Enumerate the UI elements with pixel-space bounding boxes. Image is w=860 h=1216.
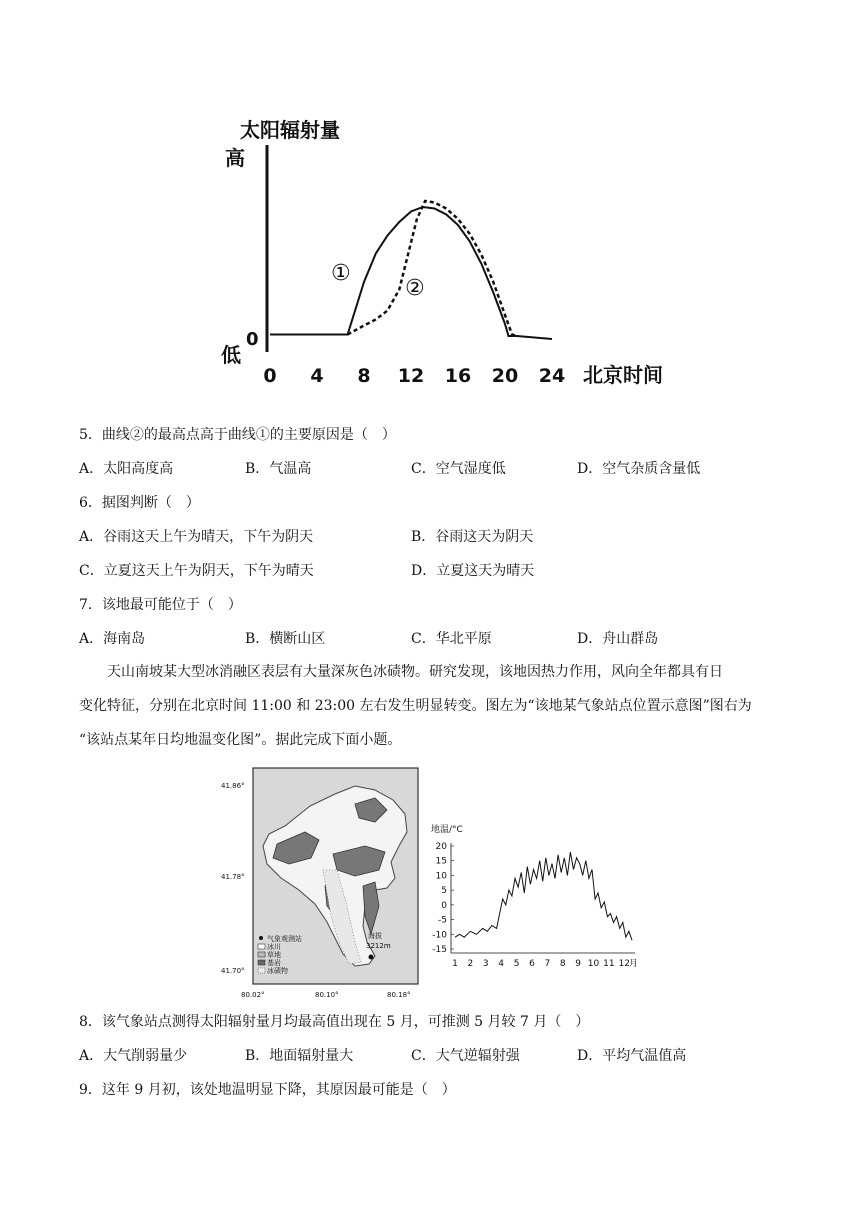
q6-option-c[interactable]: C．立夏这天上午为阴天，下午为晴天: [79, 563, 314, 579]
legend-bedrock: 基岩: [267, 959, 281, 967]
gt-y-tick-label: 15: [435, 856, 447, 867]
question-8-stem: 8．该气象站点测得太阳辐射量月均最高值出现在 5 月，可推测 5 月较 7 月（ ）: [79, 1014, 590, 1030]
q6-option-a[interactable]: A．谷雨这天上午为晴天，下午为阴天: [79, 529, 314, 545]
question-6-stem: 6．据图判断（ ）: [79, 495, 200, 511]
solar-radiation-chart: [215, 110, 685, 400]
passage-line-3: “该站点某年日均地温变化图”。据此完成下面小题。: [79, 732, 402, 748]
gt-y-tick-label: 5: [441, 886, 447, 897]
q5-option-b[interactable]: B．气温高: [245, 461, 312, 477]
station-elevation-value: 3212m: [366, 942, 391, 950]
gt-x-tick-label: 12: [618, 959, 631, 969]
ground-temperature-chart: [425, 818, 650, 973]
x-axis-title: 北京时间: [583, 363, 663, 387]
gt-x-tick-label: 11: [603, 959, 615, 969]
gt-y-axis-title: 地温/°C: [431, 825, 463, 835]
weather-station-marker: [369, 955, 374, 960]
q7-option-a[interactable]: A．海南岛: [79, 631, 146, 647]
gt-x-tick-label: 3: [482, 959, 489, 969]
q5-option-d[interactable]: D．空气杂质含量低: [577, 461, 701, 477]
y-zero-label: 0: [246, 329, 259, 350]
legend-moraine: 冰碛物: [267, 967, 288, 975]
gt-x-tick-label: 2: [467, 959, 474, 969]
gt-y-tick-label: 0: [441, 900, 447, 911]
lon-tick: 80.02°: [241, 991, 265, 999]
gt-x-tick-label: 5: [513, 959, 520, 969]
lat-tick: 41.86°: [221, 782, 245, 790]
q8-option-c[interactable]: C．大气逆辐射强: [411, 1048, 520, 1064]
x-tick-label: 20: [491, 365, 519, 387]
gt-x-tick-label: 4: [498, 959, 505, 969]
gt-x-tick-label: 8: [559, 959, 566, 969]
q7-option-c[interactable]: C．华北平原: [411, 631, 492, 647]
x-tick-label: 0: [263, 365, 277, 387]
y-low-label: 低: [221, 343, 241, 367]
x-tick-label: 8: [357, 365, 371, 387]
gt-y-tick-label: -10: [432, 930, 447, 941]
q6-option-b[interactable]: B．谷雨这天为阴天: [411, 529, 534, 545]
gt-y-tick-label: -15: [432, 945, 447, 955]
q8-option-a[interactable]: A．大气削弱量少: [79, 1048, 188, 1064]
y-high-label: 高: [225, 146, 245, 170]
lon-tick: 80.10°: [315, 991, 339, 999]
question-9-stem: 9．这年 9 月初，该处地温明显下降，其原因最可能是（ ）: [79, 1082, 456, 1098]
legend-station-symbol: [259, 936, 263, 940]
q7-option-d[interactable]: D．舟山群岛: [577, 631, 659, 647]
question-5-stem: 5．曲线②的最高点高于曲线①的主要原因是（ ）: [79, 427, 396, 443]
curve-1-solid: [270, 207, 552, 339]
passage-line-1: 天山南坡某大型冰消融区表层有大量深灰色冰碛物。研究发现，该地因热力作用，风向全年都具有日: [107, 664, 723, 680]
q5-option-c[interactable]: C．空气湿度低: [411, 461, 506, 477]
gt-y-tick-label: 10: [435, 871, 447, 882]
lon-tick: 80.18°: [387, 991, 411, 999]
legend-glacier-swatch: [258, 944, 265, 949]
legend-bedrock-swatch: [258, 960, 265, 965]
curve-1-label: ①: [331, 261, 351, 286]
passage-line-2: 变化特征，分别在北京时间 11:00 和 23:00 左右发生明显转变。图左为“该地某气象站点位置示意图”图右为: [79, 698, 752, 714]
map-lat-labels: [221, 782, 245, 975]
lat-tick: 41.70°: [221, 967, 245, 975]
q8-option-d[interactable]: D．平均气温值高: [577, 1048, 687, 1064]
question-7-stem: 7．该地最可能位于（ ）: [79, 597, 242, 613]
legend-glacier: 冰川: [267, 943, 281, 951]
station-location-map: [215, 766, 420, 1002]
y-axis-title: 太阳辐射量: [240, 118, 340, 142]
passage: [79, 655, 781, 757]
gt-y-tick-label: 20: [435, 842, 447, 852]
gt-x-unit: 月: [629, 959, 639, 969]
q7-option-b[interactable]: B．横断山区: [245, 631, 326, 647]
curve-2-dashed: [348, 201, 517, 336]
x-tick-label: 16: [444, 365, 472, 387]
x-tick-label: 24: [538, 365, 566, 387]
q8-option-b[interactable]: B．地面辐射量大: [245, 1048, 354, 1064]
x-tick-label: 4: [310, 365, 324, 387]
gt-x-tick-label: 10: [587, 959, 600, 969]
q5-option-a[interactable]: A．太阳高度高: [79, 461, 174, 477]
legend-station: 气象观测站: [267, 935, 302, 943]
ground-temp-series: [455, 852, 632, 940]
gt-x-tick-label: 9: [575, 959, 581, 969]
legend-moraine-swatch: [258, 968, 265, 973]
gt-y-tick-label: -5: [438, 915, 447, 926]
gt-x-tick-label: 7: [544, 959, 551, 969]
gt-x-tick-label: 1: [452, 959, 458, 969]
curve-2-label: ②: [405, 276, 425, 301]
legend-grass: 草地: [267, 951, 281, 959]
gt-x-tick-label: 6: [529, 959, 535, 969]
map-lon-labels: [241, 991, 411, 999]
legend-grass-swatch: [258, 952, 265, 957]
x-tick-label: 12: [397, 365, 425, 387]
lat-tick: 41.78°: [221, 873, 245, 881]
q6-option-d[interactable]: D．立夏这天为晴天: [411, 563, 535, 579]
station-elevation-label: 海拔: [368, 932, 382, 940]
